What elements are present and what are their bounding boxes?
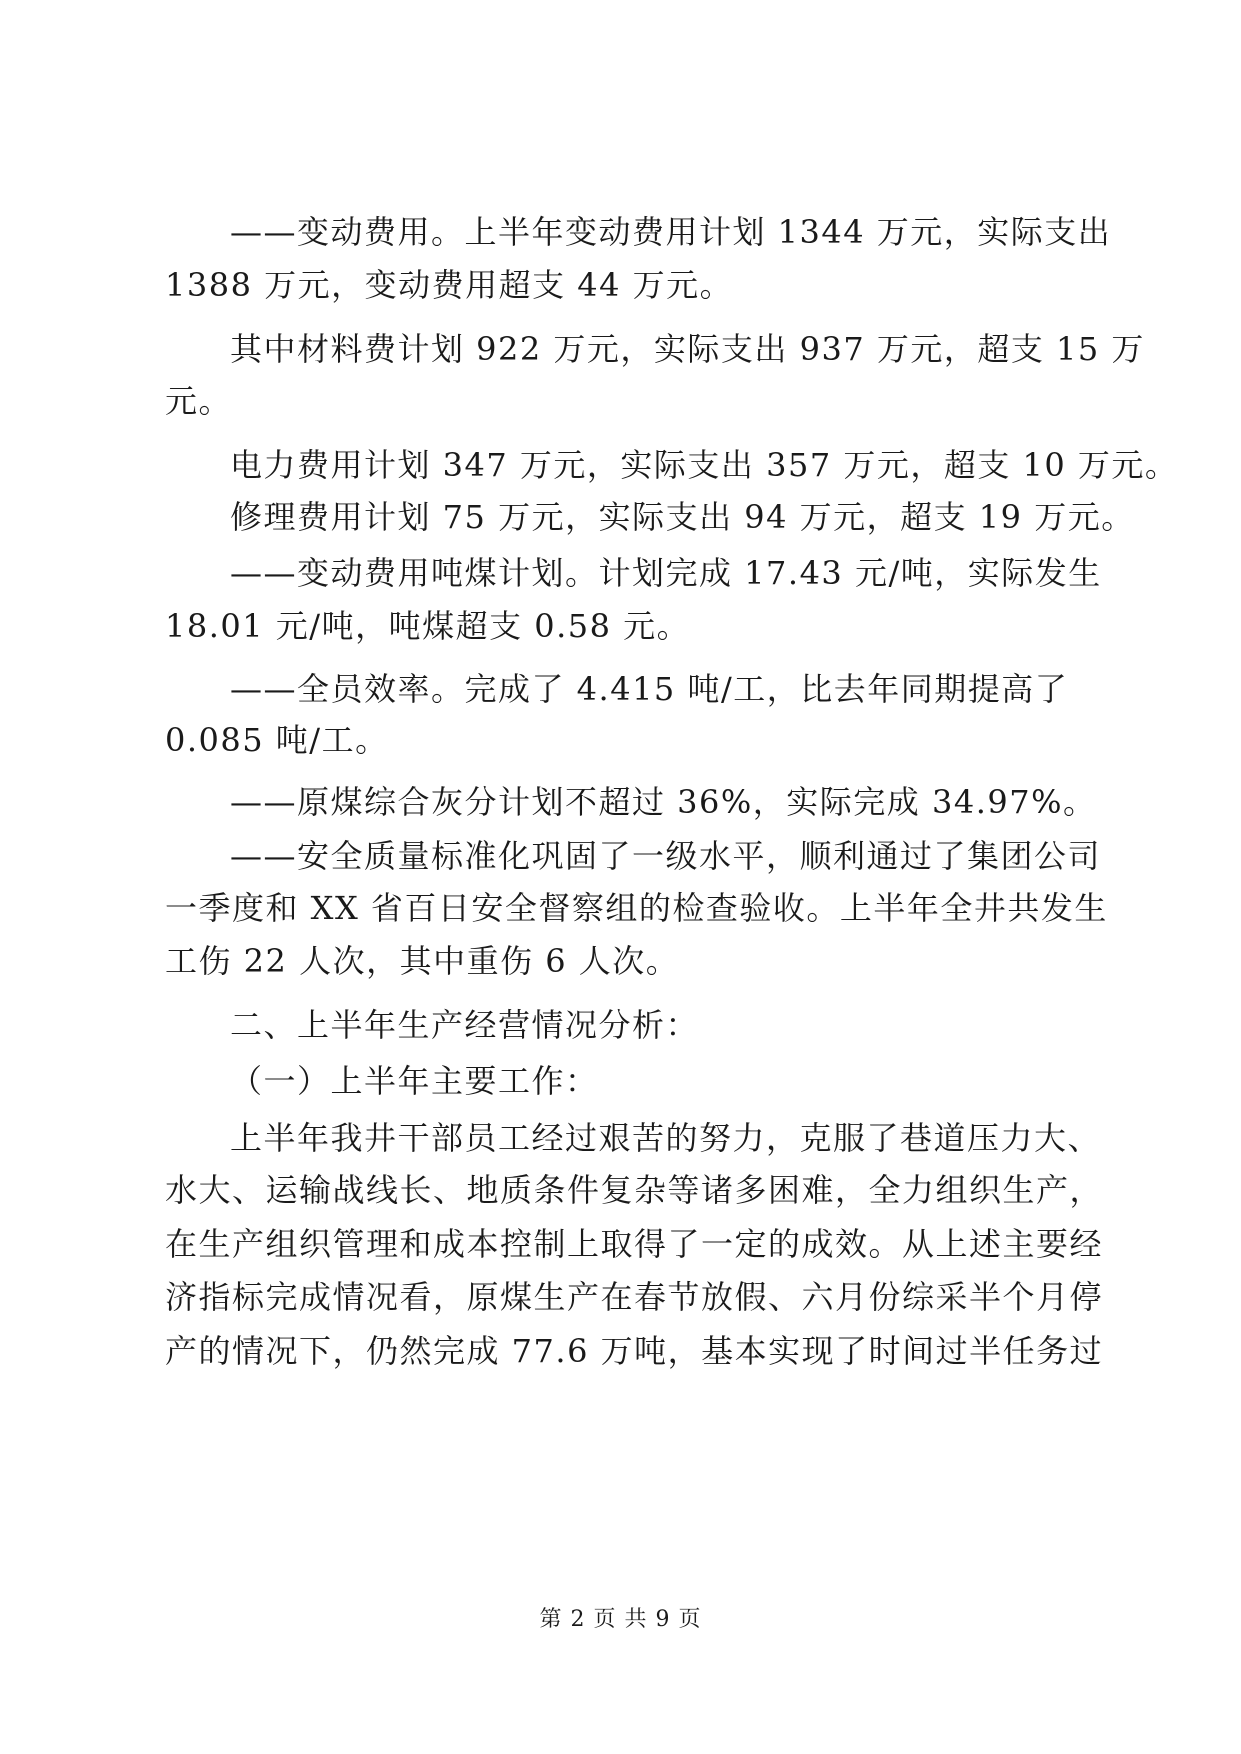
paragraph-line: ——变动费用。上半年变动费用计划 1344 万元，实际支出 — [230, 213, 1112, 251]
paragraph-line: ——全员效率。完成了 4.415 吨/工，比去年同期提高了 — [230, 670, 1069, 708]
paragraph-line: 其中材料费计划 922 万元，实际支出 937 万元，超支 15 万 — [230, 330, 1145, 368]
paragraph-line: ——安全质量标准化巩固了一级水平，顺利通过了集团公司 — [230, 837, 1102, 875]
paragraph-line: 0.085 吨/工。 — [165, 721, 389, 759]
subsection-heading: （一）上半年主要工作： — [230, 1062, 599, 1100]
paragraph-line: 济指标完成情况看，原煤生产在春节放假、六月份综采半个月停 — [165, 1278, 1104, 1316]
paragraph-line: 一季度和 XX 省百日安全督察组的检查验收。上半年全井共发生 — [165, 889, 1108, 927]
paragraph-line: 电力费用计划 347 万元，实际支出 357 万元，超支 10 万元。 — [230, 446, 1179, 484]
section-heading: 二、上半年生产经营情况分析： — [230, 1006, 700, 1044]
paragraph-line: 上半年我井干部员工经过艰苦的努力，克服了巷道压力大、 — [230, 1119, 1102, 1157]
paragraph-line: 修理费用计划 75 万元，实际支出 94 万元，超支 19 万元。 — [230, 498, 1135, 536]
paragraph-line: ——原煤综合灰分计划不超过 36%，实际完成 34.97%。 — [230, 783, 1097, 821]
paragraph-line: 产的情况下，仍然完成 77.6 万吨，基本实现了时间过半任务过 — [165, 1332, 1104, 1370]
paragraph-line: 18.01 元/吨，吨煤超支 0.58 元。 — [165, 607, 691, 645]
paragraph-line: ——变动费用吨煤计划。计划完成 17.43 元/吨，实际发生 — [230, 554, 1102, 592]
paragraph-line: 水大、运输战线长、地质条件复杂等诸多困难，全力组织生产， — [165, 1171, 1104, 1209]
paragraph-line: 1388 万元，变动费用超支 44 万元。 — [165, 266, 734, 304]
paragraph-line: 工伤 22 人次，其中重伤 6 人次。 — [165, 942, 680, 980]
paragraph-line: 在生产组织管理和成本控制上取得了一定的成效。从上述主要经 — [165, 1225, 1104, 1263]
paragraph-line: 元。 — [165, 382, 233, 420]
page-number-footer: 第 2 页 共 9 页 — [539, 1607, 702, 1632]
